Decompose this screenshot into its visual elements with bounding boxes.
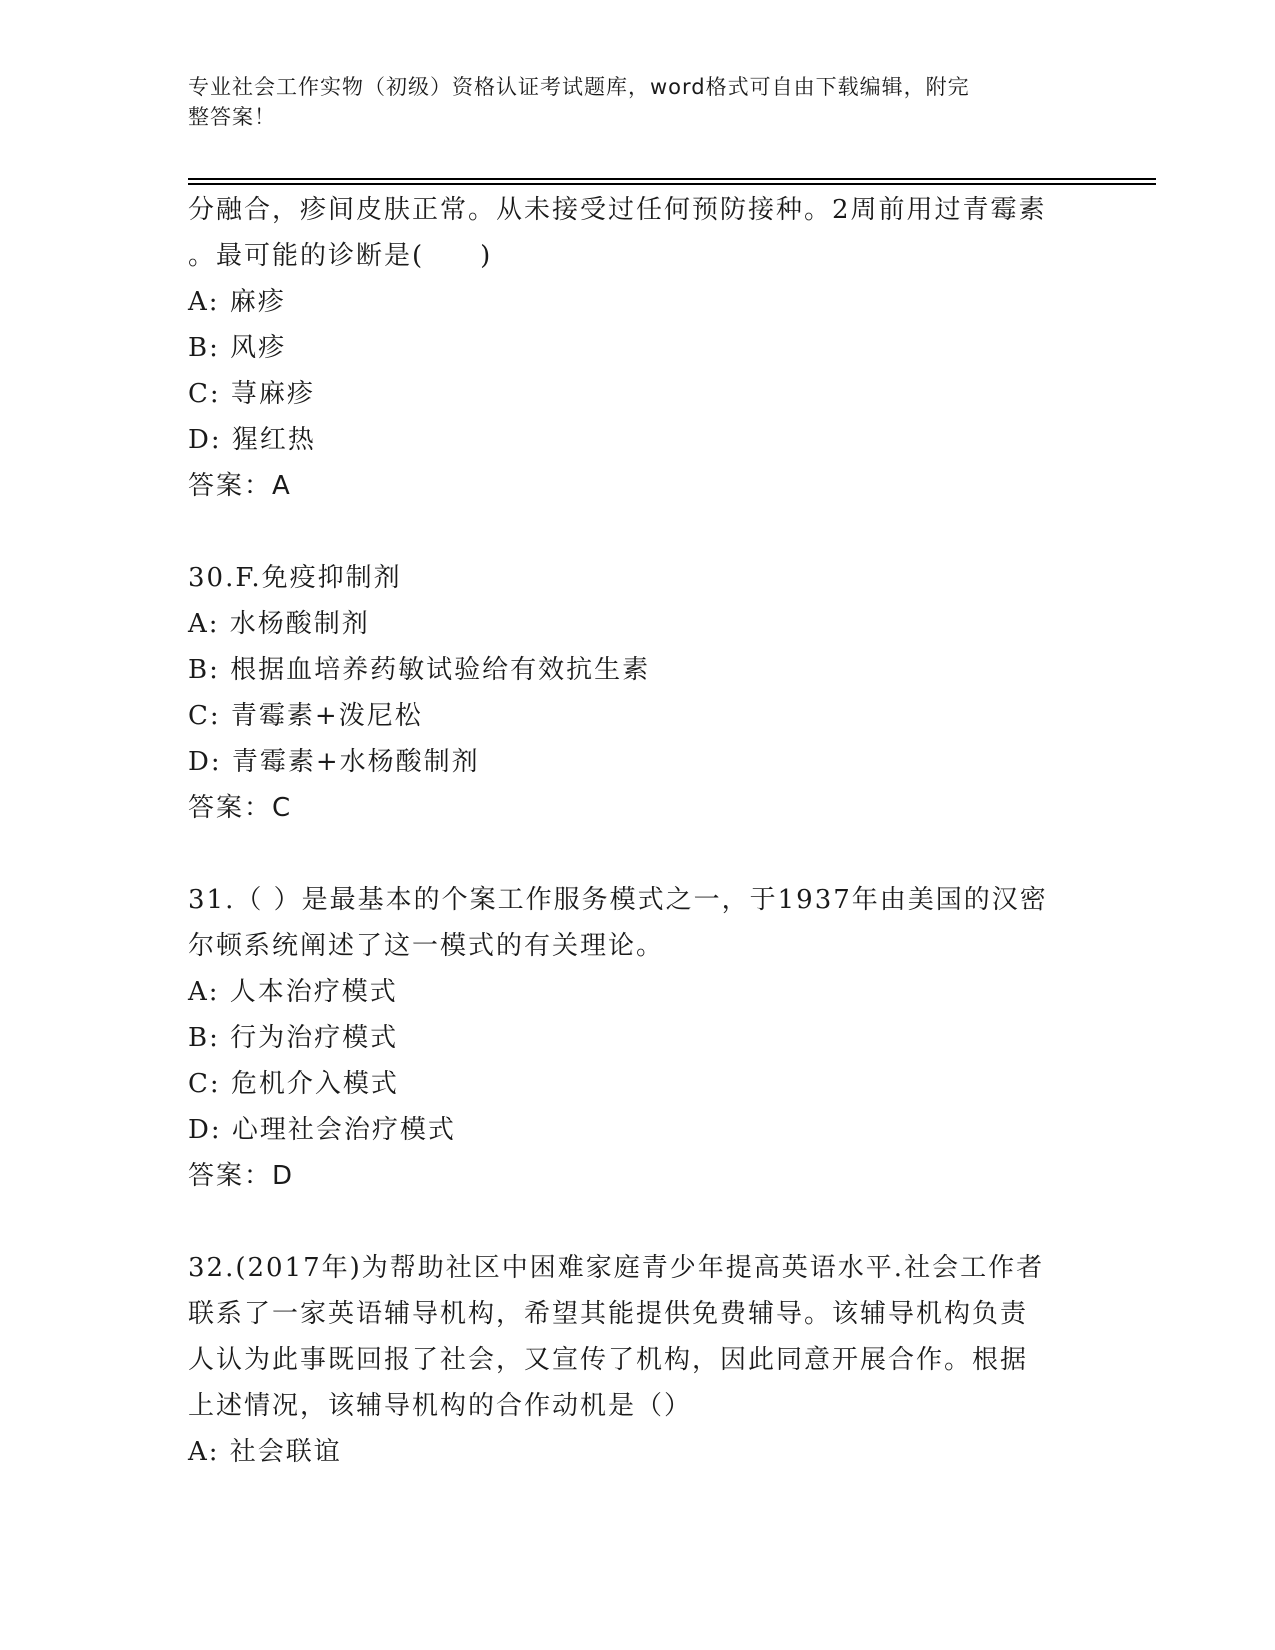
question-block	[188, 555, 1088, 831]
question-block	[188, 187, 1088, 509]
option-c: C: 青霉素+泼尼松	[188, 701, 423, 731]
option-a: A: 麻疹	[188, 287, 286, 317]
option-a: A: 社会联谊	[188, 1437, 342, 1467]
header-rule-bottom	[188, 183, 1156, 185]
answer-text: 答案：C	[188, 793, 293, 823]
answer-text: 答案：A	[188, 471, 292, 501]
question-block	[188, 1245, 1088, 1475]
header-rule-top	[188, 178, 1156, 180]
header-line-1: 专业社会工作实物（初级）资格认证考试题库，word格式可自由下载编辑，附完	[188, 75, 970, 99]
question-text: 联系了一家英语辅导机构，希望其能提供免费辅导。该辅导机构负责	[188, 1299, 1029, 1329]
option-a: A: 人本治疗模式	[188, 977, 398, 1007]
option-b: B: 根据血培养药敏试验给有效抗生素	[188, 655, 651, 685]
spacer	[188, 509, 1088, 555]
spacer	[188, 1199, 1088, 1245]
option-c: C: 危机介入模式	[188, 1069, 399, 1099]
option-b: B: 行为治疗模式	[188, 1023, 399, 1053]
question-text: 分融合，疹间皮肤正常。从未接受过任何预防接种。2周前用过青霉素	[188, 195, 1047, 225]
question-content	[188, 187, 1088, 1475]
question-text: 上述情况，该辅导机构的合作动机是（）	[188, 1391, 693, 1421]
question-text: 32.(2017年)为帮助社区中困难家庭青少年提高英语水平.社会工作者	[188, 1253, 1045, 1283]
option-c: C: 荨麻疹	[188, 379, 315, 409]
spacer	[188, 831, 1088, 877]
question-block	[188, 877, 1088, 1199]
question-text: 人认为此事既回报了社会，又宣传了机构，因此同意开展合作。根据	[188, 1345, 1029, 1375]
option-d: D: 猩红热	[188, 425, 316, 455]
header-line-2: 整答案！	[188, 105, 276, 129]
page-header	[188, 72, 1068, 132]
option-d: D: 心理社会治疗模式	[188, 1115, 456, 1145]
option-a: A: 水杨酸制剂	[188, 609, 370, 639]
question-text: 30.F.免疫抑制剂	[188, 563, 402, 593]
question-text: 。最可能的诊断是( )	[188, 241, 493, 271]
question-text: 尔顿系统阐述了这一模式的有关理论。	[188, 931, 665, 961]
option-d: D: 青霉素+水杨酸制剂	[188, 747, 480, 777]
question-text: 31.（ ）是最基本的个案工作服务模式之一，于1937年由美国的汉密	[188, 885, 1048, 915]
answer-text: 答案：D	[188, 1161, 295, 1191]
option-b: B: 风疹	[188, 333, 287, 363]
